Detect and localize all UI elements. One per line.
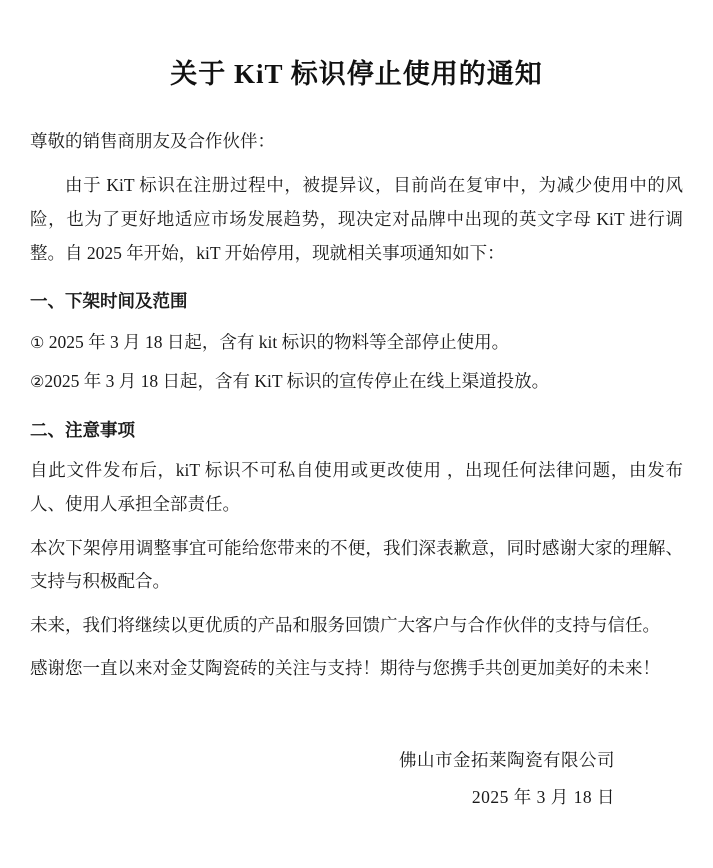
salutation: 尊敬的销售商朋友及合作伙伴：	[30, 131, 275, 151]
section-heading-2: 二、注意事项	[30, 419, 135, 440]
intro-paragraph: 由于 KiT 标识在注册过程中，被提异议，目前尚在复审中，为减少使用中的风险，也为了更好地适应市场发展趋势，现决定对品牌中出现的英文字母 KiT 进行调整。自 2025 年开始，kiT 开始停用，现就相关事项通知如下：	[30, 175, 683, 263]
notice-paragraph-1: 自此文件发布后，kiT 标识不可私自使用或更改使用 ，出现任何法律问题，由发布人、使用人承担全部责任。	[30, 460, 683, 514]
list-item	[30, 326, 683, 360]
section-heading-1: 一、下架时间及范围	[30, 291, 188, 312]
notice-paragraph-2: 本次下架停用调整事宜可能给您带来的不便，我们深表歉意，同时感谢大家的理解、支持与积极配合。	[30, 537, 683, 592]
signature-company: 佛山市金拓莱陶瓷有限公司	[399, 749, 615, 770]
signature-block	[30, 742, 683, 816]
page-title: 关于 KiT 标识停止使用的通知	[170, 59, 543, 89]
list-item	[30, 365, 683, 399]
list-marker: ②	[30, 372, 45, 392]
notice-paragraph-3: 未来，我们将继续以更优质的产品和服务回馈广大客户与合作伙伴的支持与信任。	[30, 614, 660, 635]
list-item-text: 2025 年 3 月 18 日起，含有 kit 标识的物料等全部停止使用。	[48, 331, 510, 352]
notice-paragraph-4: 感谢您一直以来对金艾陶瓷砖的关注与支持！期待与您携手共创更加美好的未来！	[30, 658, 660, 679]
signature-date: 2025 年 3 月 18 日	[471, 786, 615, 807]
list-marker: ①	[30, 332, 45, 352]
list-item-text: 2025 年 3 月 18 日起，含有 KiT 标识的宣传停止在线上渠道投放。	[44, 371, 550, 392]
